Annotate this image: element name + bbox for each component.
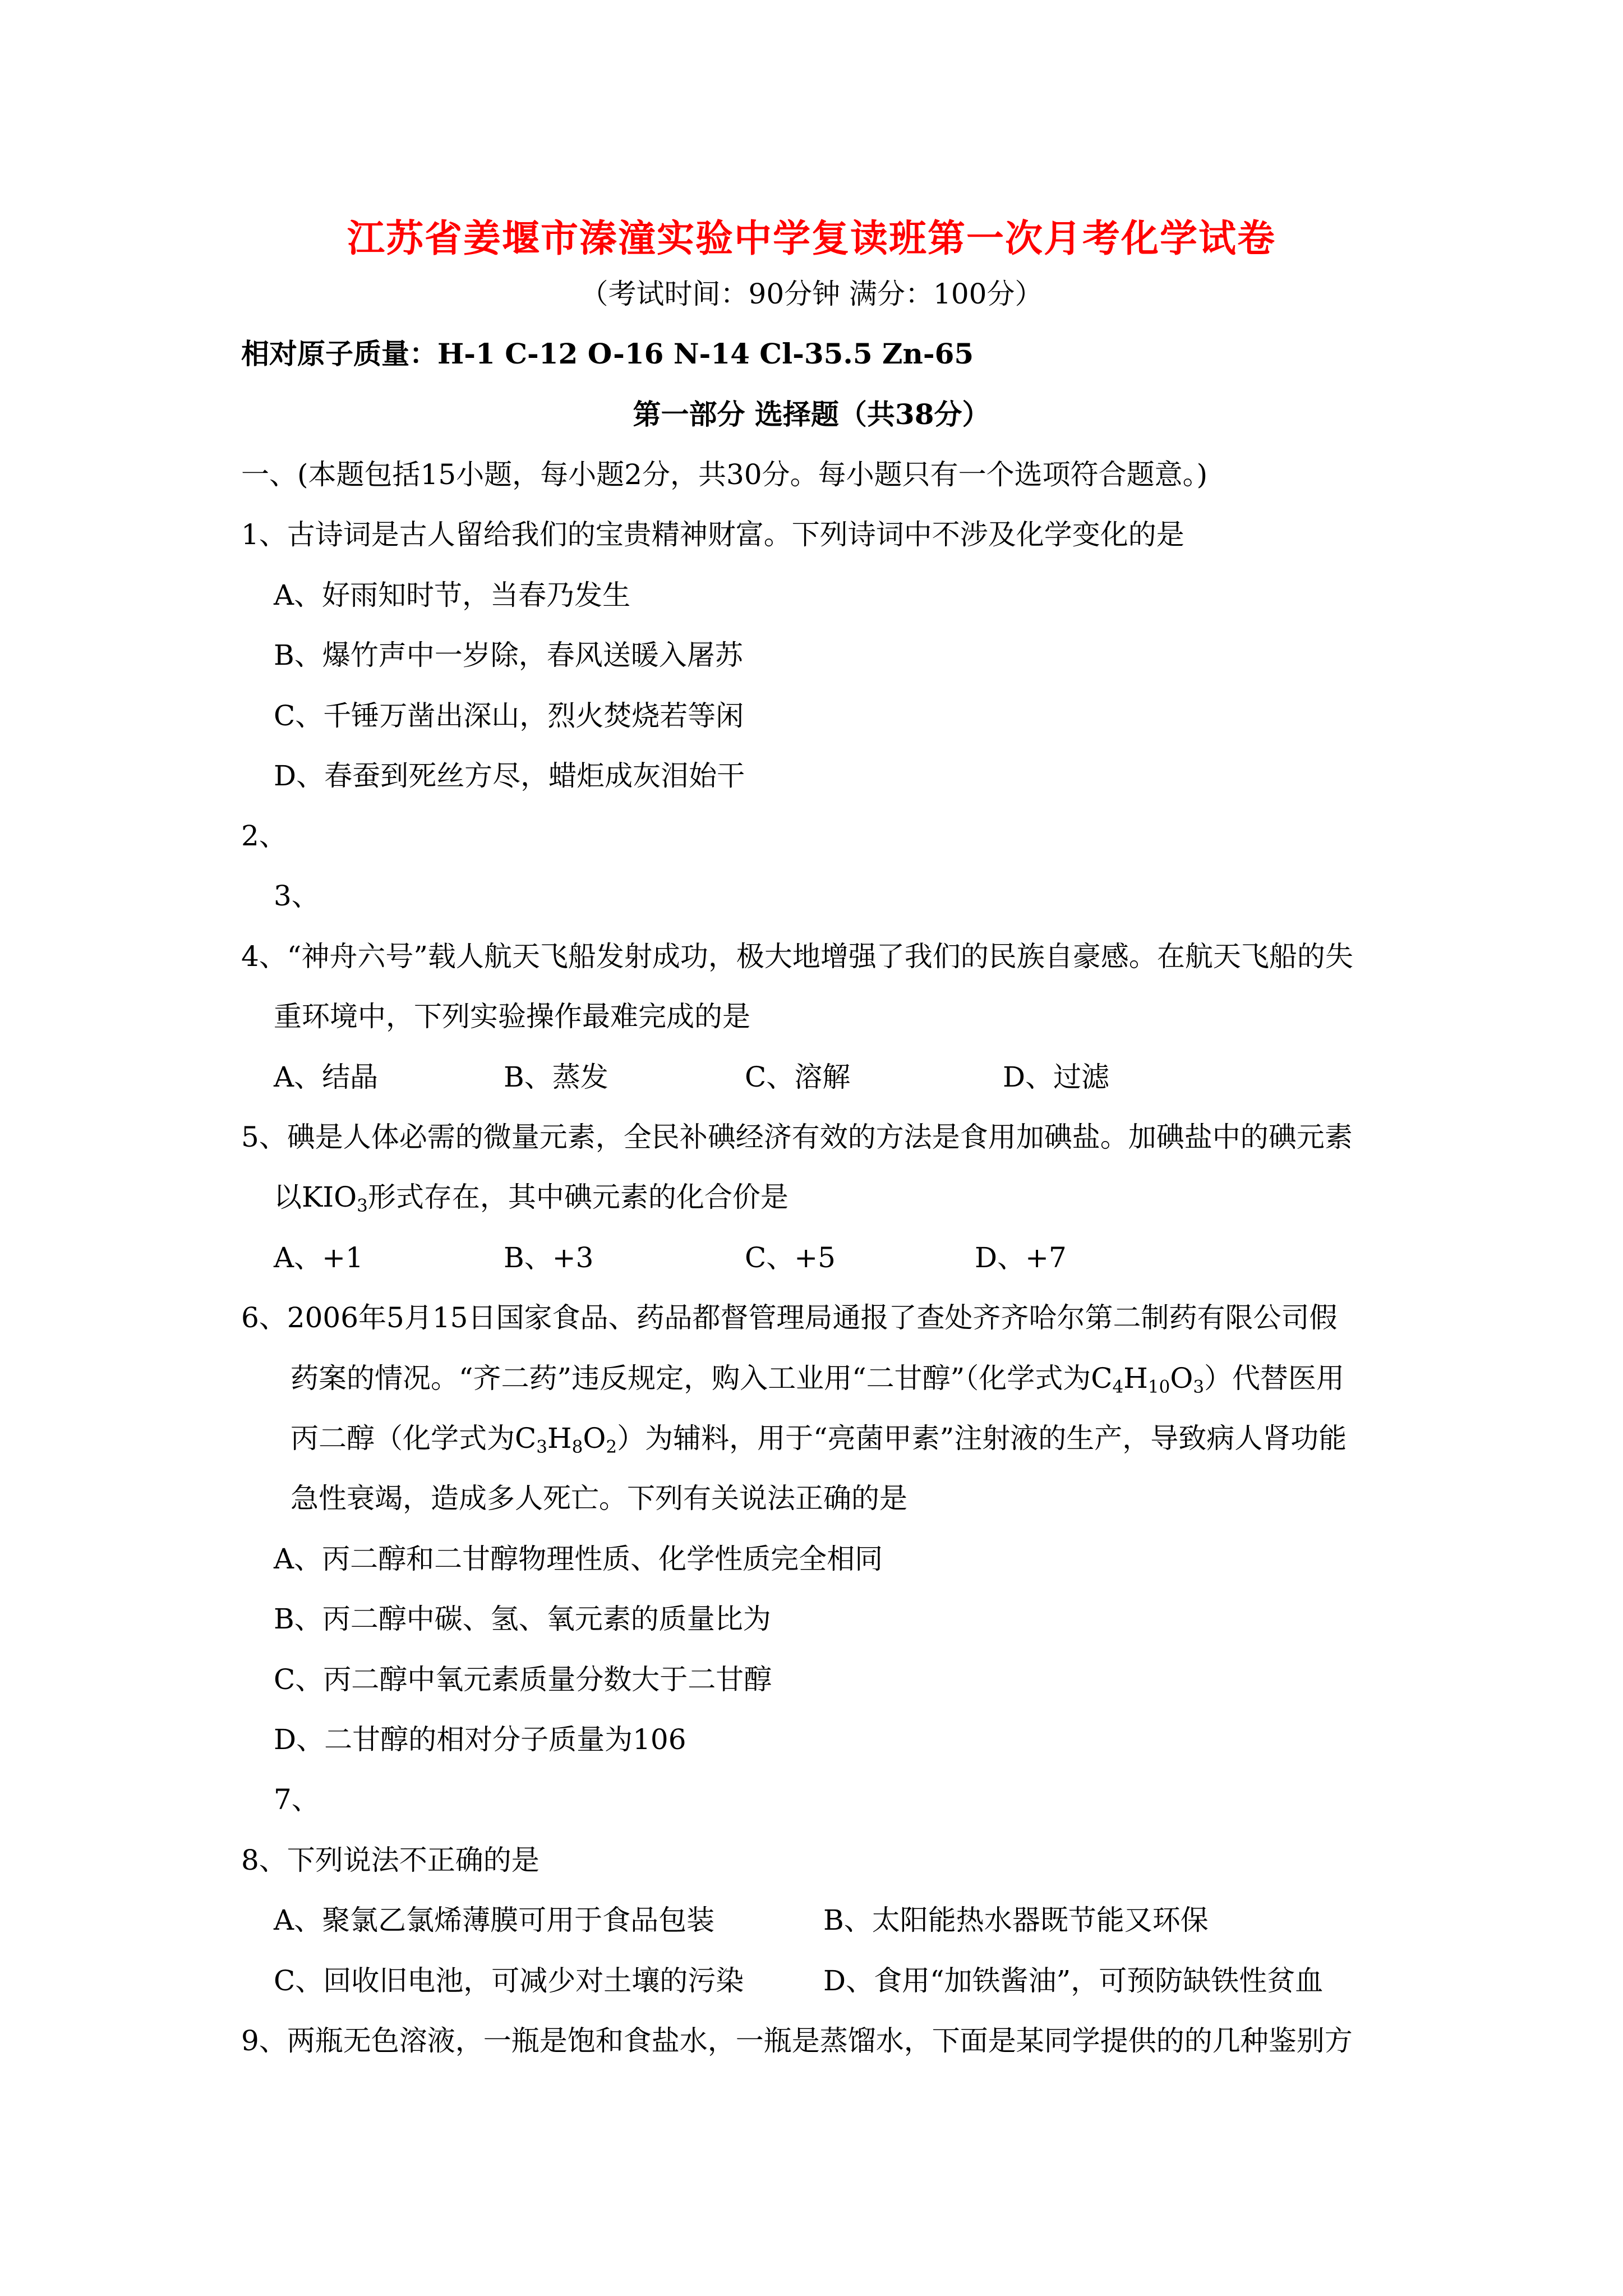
question-8-option-c: C、回收旧电池，可减少对土壤的污染 (274, 1964, 744, 1997)
question-1-option-a: A、好雨知时节，当春乃发生 (274, 579, 631, 611)
question-5-option-c: C、+5 (745, 1241, 836, 1274)
question-8-stem: 8、下列说法不正确的是 (241, 1844, 540, 1876)
question-6-line-2 (291, 1361, 1344, 1396)
question-1-option-c: C、千锤万凿出深山，烈火焚烧若等闲 (274, 700, 744, 732)
part-heading: 第一部分 选择题（共38分） (633, 398, 990, 431)
question-4-option-d: D、过滤 (1003, 1061, 1110, 1093)
question-9-stem: 9、两瓶无色溶液，一瓶是饱和食盐水，一瓶是蒸馏水，下面是某同学提供的的几种鉴别方 (241, 2024, 1353, 2057)
exam-info: （考试时间：90分钟 满分：100分） (580, 278, 1043, 310)
question-8-option-a: A、聚氯乙氯烯薄膜可用于食品包装 (274, 1904, 715, 1936)
question-6-line-3 (291, 1421, 1347, 1456)
question-1-stem: 1、古诗词是古人留给我们的宝贵精神财富。下列诗词中不涉及化学变化的是 (241, 518, 1184, 551)
q6-l3-sub-2: 8 (571, 1437, 583, 1457)
question-4-option-c: C、溶解 (745, 1061, 851, 1093)
q6-l3-sub-3: 2 (606, 1437, 617, 1457)
q6-l2-mid-1: H (1123, 1362, 1148, 1395)
section-1-heading: 一、(本题包括15小题，每小题2分，共30分。每小题只有一个选项符合题意。) (241, 458, 1208, 491)
q5-subscript: 3 (357, 1195, 368, 1216)
q6-l3-mid-1: H (547, 1422, 572, 1455)
question-1-option-b: B、爆竹声中一岁除，春风送暖入屠苏 (274, 639, 743, 671)
question-5-option-b: B、+3 (504, 1241, 594, 1274)
question-6-option-a: A、丙二醇和二甘醇物理性质、化学性质完全相同 (274, 1543, 883, 1575)
question-4-stem-line-1: 4、“神舟六号”载人航天飞船发射成功，极大地增强了我们的民族自豪感。在航天飞船的失 (241, 940, 1353, 973)
q6-l3-pre: 丙二醇（化学式为C (291, 1422, 537, 1455)
q5-text-pre: 以KIO (274, 1181, 357, 1213)
question-6-line-1: 6、2006年5月15日国家食品、药品都督管理局通报了查处齐齐哈尔第二制药有限公司假 (241, 1301, 1338, 1334)
question-4-option-b: B、蒸发 (504, 1061, 608, 1093)
q6-l3-post: ）为辅料，用于“亮菌甲素”注射液的生产，导致病人肾功能 (617, 1422, 1347, 1455)
question-5-stem-line-1: 5、碘是人体必需的微量元素，全民补碘经济有效的方法是食用加碘盐。加碘盐中的碘元素 (241, 1121, 1353, 1153)
atomic-mass-line: 相对原子质量：H-1 C-12 O-16 N-14 Cl-35.5 Zn-65 (241, 337, 974, 370)
question-8-options-row-1 (274, 1903, 1209, 1938)
question-5-stem-line-2 (274, 1180, 789, 1214)
question-6-option-b: B、丙二醇中碳、氢、氧元素的质量比为 (274, 1603, 771, 1635)
exam-title: 江苏省姜堰市溱潼实验中学复读班第一次月考化学试卷 (347, 216, 1276, 260)
q6-l2-mid-2: O (1170, 1362, 1193, 1395)
question-7-stem: 7、 (274, 1783, 320, 1816)
q6-l2-sub-1: 4 (1112, 1377, 1124, 1397)
q6-l3-mid-2: O (583, 1422, 606, 1455)
question-3-stem: 3、 (274, 880, 320, 912)
question-8-option-d: D、食用“加铁酱油”，可预防缺铁性贫血 (823, 1964, 1324, 1997)
q6-l2-sub-3: 3 (1193, 1377, 1205, 1397)
q6-l3-sub-1: 3 (536, 1437, 547, 1457)
question-4-options (274, 1060, 1109, 1094)
question-8-option-b: B、太阳能热水器既节能又环保 (823, 1904, 1209, 1936)
question-5-option-d: D、+7 (975, 1241, 1067, 1274)
question-5-options (274, 1240, 1067, 1275)
question-8-options-row-2 (274, 1963, 1323, 1998)
question-6-option-c: C、丙二醇中氧元素质量分数大于二甘醇 (274, 1663, 772, 1696)
q5-text-post: 形式存在，其中碘元素的化合价是 (367, 1181, 789, 1213)
question-6-option-d: D、二甘醇的相对分子质量为106 (274, 1723, 686, 1756)
q6-l2-pre: 药案的情况。“齐二药”违反规定，购入工业用“二甘醇”（化学式为C (291, 1362, 1113, 1395)
question-6-line-4: 急性衰竭，造成多人死亡。下列有关说法正确的是 (291, 1482, 907, 1515)
question-2-stem: 2、 (241, 820, 287, 852)
question-1-option-d: D、春蚕到死丝方尽，蜡炬成灰泪始干 (274, 760, 745, 792)
q6-l2-sub-2: 10 (1147, 1377, 1170, 1397)
question-4-option-a: A、结晶 (274, 1061, 379, 1093)
q6-l2-post: ）代替医用 (1204, 1362, 1345, 1395)
question-4-stem-line-2: 重环境中，下列实验操作最难完成的是 (274, 1000, 750, 1033)
question-5-option-a: A、+1 (274, 1241, 363, 1274)
